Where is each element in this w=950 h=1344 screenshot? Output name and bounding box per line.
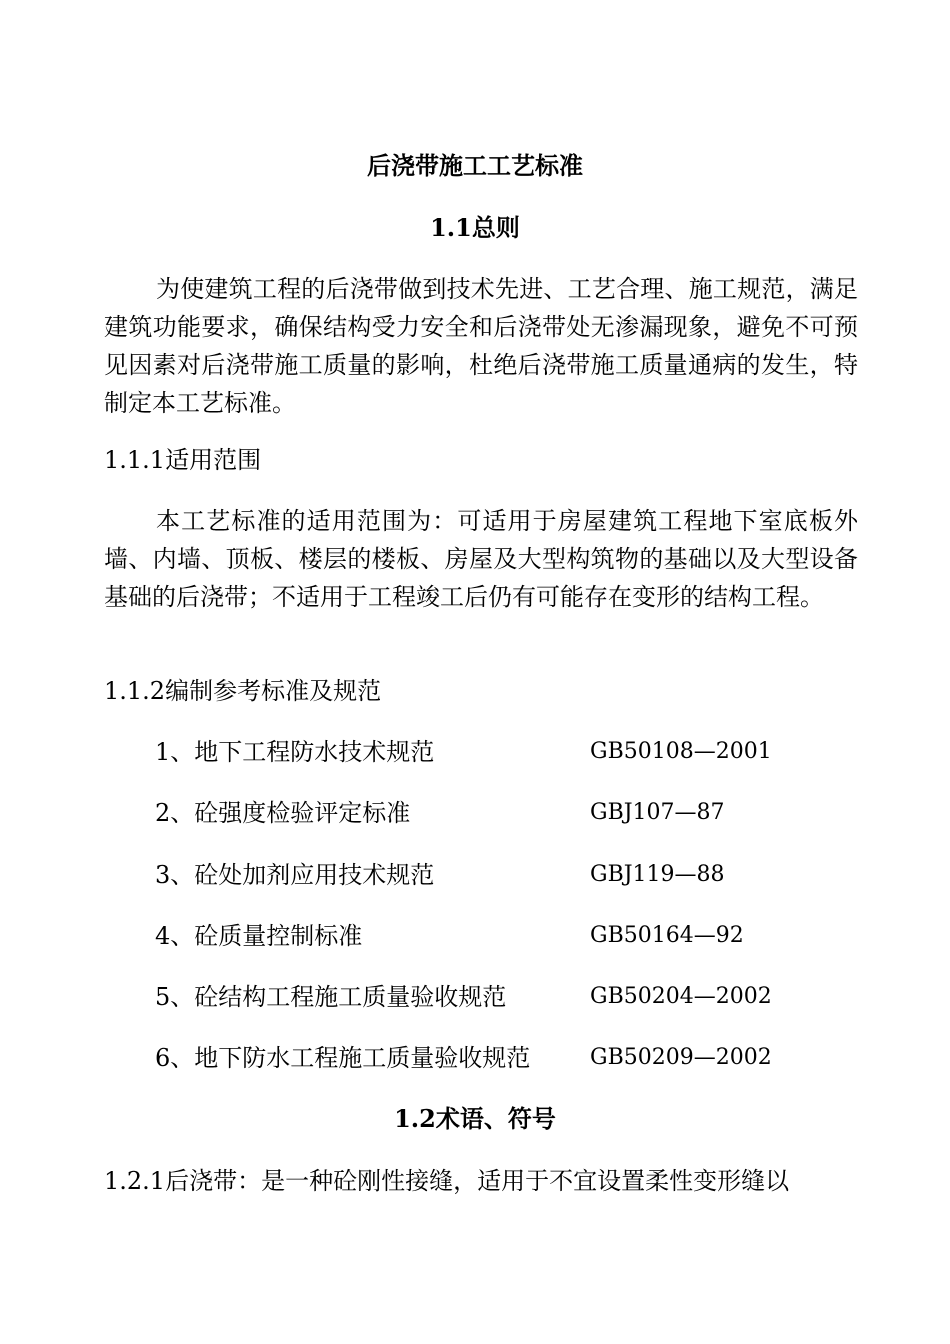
section-1-1-1-heading: 1.1.1适用范围 xyxy=(104,446,262,474)
section-1-2-1-text: 1.2.1后浇带：是一种砼刚性接缝，适用于不宜设置柔性变形缝以 xyxy=(104,1167,790,1195)
reference-code: GB50204—2002 xyxy=(590,984,772,1009)
section-1-1-heading: 1.1总则 xyxy=(430,213,520,242)
reference-name: 5、砼结构工程施工质量验收规范 xyxy=(155,983,507,1011)
reference-code: GBJ119—88 xyxy=(590,862,725,887)
reference-name: 6、地下防水工程施工质量验收规范 xyxy=(155,1044,531,1072)
document-title: 后浇带施工工艺标准 xyxy=(367,151,583,180)
section-1-1-1-paragraph: 本工艺标准的适用范围为：可适用于房屋建筑工程地下室底板外墙、内墙、顶板、楼层的楼板、房屋及大型构筑物的基础以及大型设备基础的后浇带；不适用于工程竣工后仍有可能存在变形的结构工程。 xyxy=(104,507,858,611)
reference-code: GB50108—2001 xyxy=(590,739,772,764)
reference-name: 3、砼处加剂应用技术规范 xyxy=(155,861,435,889)
reference-name: 1、地下工程防水技术规范 xyxy=(155,738,435,766)
section-1-1-2-heading: 1.1.2编制参考标准及规范 xyxy=(104,677,382,705)
reference-name: 2、砼强度检验评定标准 xyxy=(155,799,411,827)
reference-code: GBJ107—87 xyxy=(590,800,725,825)
reference-name: 4、砼质量控制标准 xyxy=(155,922,363,950)
section-1-2-heading: 1.2术语、符号 xyxy=(394,1104,556,1133)
reference-code: GB50164—92 xyxy=(590,923,744,948)
section-1-1-paragraph: 为使建筑工程的后浇带做到技术先进、工艺合理、施工规范，满足建筑功能要求，确保结构受力安全和后浇带处无渗漏现象，避免不可预见因素对后浇带施工质量的影响，杜绝后浇带施工质量通病的发生，特制定本工艺标准。 xyxy=(104,275,858,417)
reference-code: GB50209—2002 xyxy=(590,1045,772,1070)
